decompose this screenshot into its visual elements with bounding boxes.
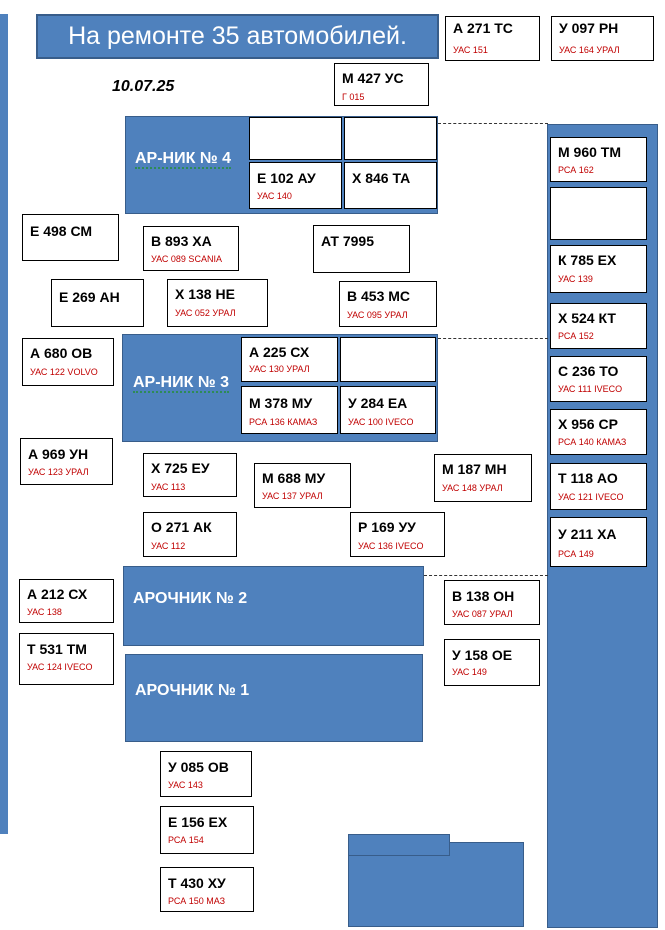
car-card[interactable]: [167, 279, 268, 327]
plate-number: Р 169 УУ: [358, 519, 416, 535]
car-card[interactable]: [254, 463, 351, 508]
empty-slot[interactable]: [249, 117, 342, 160]
unit-info: УАС 121 IVECO: [558, 492, 624, 502]
hall-arochnik-1-label: АРОЧНИК № 1: [135, 682, 250, 699]
unit-info: УАС 113: [151, 482, 186, 492]
car-card[interactable]: [445, 16, 540, 61]
report-date: 10.07.25: [112, 78, 175, 95]
unit-info: УАС 111 IVECO: [558, 384, 623, 394]
divider-line: [424, 575, 548, 576]
hall-arochnik-2-label: АРОЧНИК № 2: [133, 590, 248, 607]
plate-number: Т 118 АО: [558, 470, 618, 486]
plate-number: Е 498 СМ: [30, 223, 93, 239]
plate-number: А 271 ТС: [453, 20, 513, 36]
left-edge-strip: [0, 14, 8, 834]
car-card[interactable]: [160, 751, 252, 797]
car-card[interactable]: [20, 438, 113, 485]
car-card[interactable]: [550, 409, 647, 455]
plate-number: Х 725 ЕУ: [151, 460, 210, 476]
plate-number: С 236 ТО: [558, 363, 619, 379]
car-card[interactable]: [334, 63, 429, 106]
unit-info: УАС 140: [257, 191, 292, 201]
unit-info: РСА 154: [168, 835, 204, 845]
unit-info: УАС 123 УРАЛ: [28, 467, 89, 477]
unit-info: УАС 122 VOLVO: [30, 367, 98, 377]
car-card[interactable]: [551, 16, 654, 61]
unit-info: РСА 152: [558, 331, 594, 341]
unit-info: УАС 052 УРАЛ: [175, 308, 236, 318]
plate-number: У 284 ЕА: [348, 395, 408, 411]
car-card[interactable]: [550, 463, 647, 510]
unit-info: Г 015: [342, 92, 365, 102]
car-card[interactable]: [550, 517, 647, 567]
empty-slot[interactable]: [340, 337, 436, 382]
unit-info: УАС 151: [453, 45, 488, 55]
unit-info: УАС 137 УРАЛ: [262, 491, 323, 501]
unit-info: УАС 139: [558, 274, 593, 284]
car-card[interactable]: [19, 579, 114, 623]
car-card[interactable]: [550, 303, 647, 349]
unit-info: РСА 150 МАЗ: [168, 896, 226, 906]
car-card[interactable]: [339, 281, 437, 327]
unit-info: УАС 149: [452, 667, 487, 677]
car-card[interactable]: [160, 806, 254, 854]
unit-info: УАС 100 IVECO: [348, 417, 414, 427]
plate-number: Т 531 ТМ: [27, 641, 87, 657]
plate-number: К 785 ЕХ: [558, 252, 617, 268]
hall-arnik-3-label: АР-НИК № 3: [133, 374, 229, 391]
plate-number: АТ 7995: [321, 233, 374, 249]
unit-info: УАС 095 УРАЛ: [347, 310, 408, 320]
unit-info: УАС 089 SCANIA: [151, 254, 222, 264]
car-card[interactable]: [550, 245, 647, 293]
empty-slot[interactable]: [550, 187, 647, 240]
car-card[interactable]: [160, 867, 254, 912]
car-card[interactable]: [241, 386, 338, 434]
plate-number: Х 846 ТА: [352, 170, 411, 186]
unit-info: УАС 136 IVECO: [358, 541, 424, 551]
car-card[interactable]: [241, 337, 338, 382]
hall-arnik-4-label: АР-НИК № 4: [135, 150, 231, 167]
car-card[interactable]: [143, 453, 237, 497]
car-card[interactable]: [434, 454, 532, 502]
unit-info: УАС 148 УРАЛ: [442, 483, 503, 493]
car-card[interactable]: [51, 279, 144, 327]
unit-info: УАС 087 УРАЛ: [452, 609, 513, 619]
unit-info: УАС 138: [27, 607, 62, 617]
unit-info: РСА 136 КАМАЗ: [249, 417, 318, 427]
plate-number: В 453 МС: [347, 288, 411, 304]
unit-info: УАС 124 IVECO: [27, 662, 93, 672]
car-card[interactable]: [550, 356, 647, 402]
divider-line: [438, 123, 548, 124]
plate-number: А 212 СХ: [27, 586, 88, 602]
empty-slot[interactable]: [344, 117, 437, 160]
unit-info: УАС 112: [151, 541, 186, 551]
car-card[interactable]: [19, 633, 114, 685]
car-card[interactable]: [249, 162, 342, 209]
plate-number: А 680 ОВ: [30, 345, 93, 361]
plate-number: У 211 ХА: [558, 526, 617, 542]
plate-number: М 688 МУ: [262, 470, 326, 486]
plate-number: М 187 МН: [442, 461, 507, 477]
plate-number: О 271 АК: [151, 519, 212, 535]
car-card[interactable]: [550, 137, 647, 182]
unit-info: РСА 162: [558, 165, 594, 175]
plate-number: В 893 ХА: [151, 233, 212, 249]
car-card[interactable]: [344, 162, 437, 209]
car-card[interactable]: [444, 580, 540, 625]
car-card[interactable]: [143, 226, 239, 271]
divider-line: [438, 338, 548, 339]
car-card[interactable]: [143, 512, 237, 557]
plate-number: А 225 СХ: [249, 344, 310, 360]
plate-number: Х 956 СР: [558, 416, 618, 432]
unit-info: РСА 149: [558, 549, 594, 559]
unit-info: РСА 140 КАМАЗ: [558, 437, 627, 447]
car-card[interactable]: [22, 338, 114, 386]
plate-number: Е 156 ЕХ: [168, 814, 228, 830]
unit-info: УАС 164 УРАЛ: [559, 45, 620, 55]
plate-number: М 427 УС: [342, 70, 404, 86]
plate-number: А 969 УН: [28, 446, 89, 462]
car-card[interactable]: [340, 386, 436, 434]
plate-number: Е 269 АН: [59, 289, 120, 305]
plate-number: У 097 РН: [559, 20, 619, 36]
plate-number: Е 102 АУ: [257, 170, 316, 186]
unit-info: УАС 130 УРАЛ: [249, 364, 310, 374]
plate-number: Х 524 КТ: [558, 310, 616, 326]
car-card[interactable]: [444, 639, 540, 686]
unit-info: УАС 143: [168, 780, 203, 790]
plate-number: Т 430 ХУ: [168, 875, 226, 891]
plate-number: У 085 ОВ: [168, 759, 229, 775]
plate-number: Х 138 НЕ: [175, 286, 235, 302]
plate-number: М 378 МУ: [249, 395, 313, 411]
plate-number: М 960 ТМ: [558, 144, 622, 160]
car-card[interactable]: [22, 214, 119, 261]
page-title: На ремонте 35 автомобилей.: [36, 14, 439, 59]
car-card[interactable]: [350, 512, 445, 557]
plate-number: В 138 ОН: [452, 588, 515, 604]
bottom-zone-tab: [348, 834, 450, 856]
plate-number: У 158 ОЕ: [452, 647, 513, 663]
car-card[interactable]: [313, 225, 410, 273]
